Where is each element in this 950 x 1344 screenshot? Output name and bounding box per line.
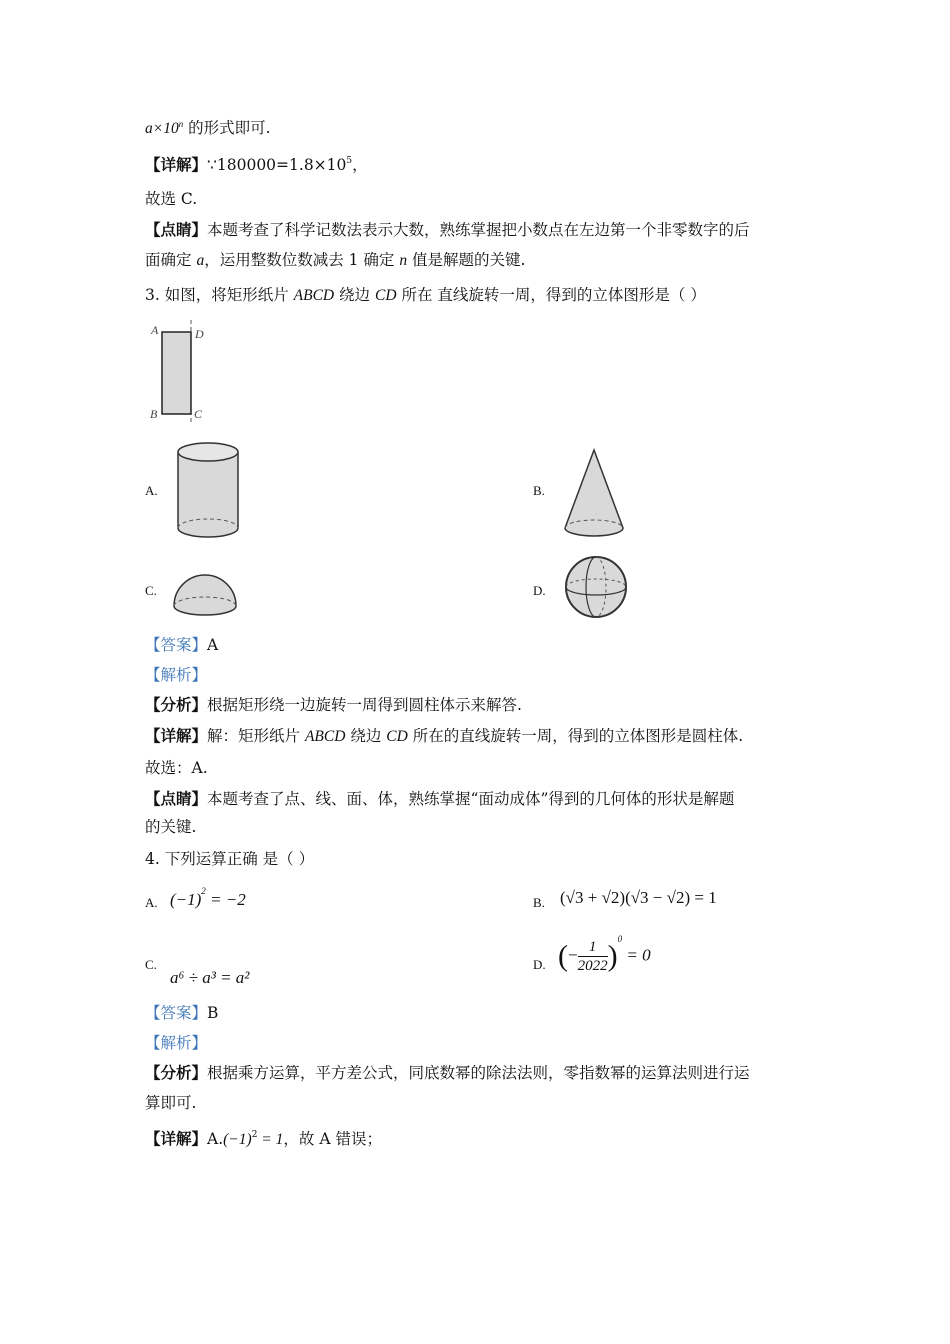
label-answer: 【答案】 xyxy=(145,636,208,654)
label-xiangjie: 【详解】 xyxy=(145,726,208,745)
label-xiangjie: 【详解】 xyxy=(145,155,208,174)
fig-label-d: D xyxy=(195,327,204,341)
variable: ABCD xyxy=(304,728,346,745)
option-a-label: A. xyxy=(145,895,158,910)
text-line xyxy=(145,1062,750,1084)
fig-label-b: B xyxy=(150,407,158,421)
text: 的形式即可. xyxy=(188,119,271,137)
text-line xyxy=(145,788,734,810)
exponent: n xyxy=(178,119,184,129)
exponent: 5 xyxy=(346,156,353,166)
text: 根据矩形绕一边旋转一周得到圆柱体示来解答. xyxy=(207,696,522,714)
option-d-expr: (− $\frac{1}{2022}$ )$^0$ = 0 xyxy=(558,934,651,974)
fig-label-a: A xyxy=(151,323,159,337)
text: 本题考查了点、线、面、体，熟练掌握“面动成体”得到的几何体的形状是解题 xyxy=(207,790,735,808)
text-line: 故选 C. xyxy=(145,190,198,208)
expr: = 0 xyxy=(622,945,651,965)
text-line xyxy=(145,154,368,176)
fig-label-c: C xyxy=(194,407,203,421)
exponent: 0 xyxy=(617,934,623,944)
text-line xyxy=(145,249,525,272)
text: ∵180000=1.8×10 xyxy=(207,156,347,174)
text-line xyxy=(145,1128,382,1151)
text: ，运用整数位数减去 1 确定 xyxy=(204,251,400,269)
text: 解：矩形纸片 xyxy=(207,727,305,745)
text: 值是解题的关键. xyxy=(407,251,526,269)
option-a-expr xyxy=(170,886,246,910)
hemisphere-shape xyxy=(172,574,238,620)
label-jiexi: 【解析】 xyxy=(145,666,208,684)
expr: (−1) xyxy=(170,890,202,909)
variable: ABCD xyxy=(293,287,335,304)
numerator: 1 xyxy=(578,938,608,957)
text: ，故 A 错误； xyxy=(283,1130,382,1148)
text: 3. 如图，将矩形纸片 xyxy=(145,286,294,304)
answer-4 xyxy=(145,1002,218,1024)
expr: = 1 xyxy=(257,1131,284,1148)
text: 面确定 xyxy=(145,251,197,269)
text: 所在的直线旋转一周，得到的立体图形是圆柱体. xyxy=(407,727,744,745)
rectangle-figure xyxy=(145,318,215,428)
text-line: 算即可. xyxy=(145,1094,197,1112)
question-3 xyxy=(145,284,706,307)
variable: CD xyxy=(374,287,397,304)
label-fenxi: 【分析】 xyxy=(145,1063,208,1082)
variable: CD xyxy=(386,728,408,745)
text: 绕边 xyxy=(345,727,387,745)
option-d-label: D. xyxy=(533,957,546,972)
label-dianjing: 【点睛】 xyxy=(145,789,208,808)
text-line: 故选：A. xyxy=(145,759,208,777)
expr: (−1) xyxy=(223,1131,252,1148)
text-line: 的关键. xyxy=(145,818,197,836)
label-dianjing: 【点睛】 xyxy=(145,220,208,239)
option-b-expr: (√3 + √2)(√3 − √2) = 1 xyxy=(560,888,717,907)
answer-value: A xyxy=(207,636,219,654)
text: 所在 直线旋转一周，得到的立体图形是（ ） xyxy=(396,286,706,304)
text-line xyxy=(145,117,271,140)
option-b-label: B. xyxy=(533,483,545,498)
label-answer: 【答案】 xyxy=(145,1004,208,1022)
expr: = −2 xyxy=(205,890,246,909)
text-line xyxy=(145,725,743,748)
answer-value: B xyxy=(207,1004,219,1022)
option-d-label: D. xyxy=(533,583,546,598)
text: 本题考查了科学记数法表示大数，熟练掌握把小数点在左边第一个非零数字的后 xyxy=(207,221,750,239)
cylinder-shape xyxy=(175,436,241,544)
option-c-expr: a⁶ ÷ a³ = a² xyxy=(170,968,250,987)
sphere-shape xyxy=(564,555,628,619)
denominator: 2022 xyxy=(577,958,608,974)
option-b-label: B. xyxy=(533,895,545,910)
option-c-label: C. xyxy=(145,583,157,598)
variable: n xyxy=(399,252,408,269)
option-c-label: C. xyxy=(145,957,157,972)
exponent: 2 xyxy=(251,1130,258,1140)
answer-3 xyxy=(145,634,218,656)
text-line xyxy=(145,694,522,716)
question-4: 4. 下列运算正确 是（ ） xyxy=(145,850,315,868)
text-line xyxy=(145,219,750,241)
exponent: 2 xyxy=(201,886,206,896)
option-a-label: A. xyxy=(145,483,158,498)
text: 绕边 xyxy=(334,286,375,304)
math-expr: a×10 xyxy=(145,120,179,137)
variable: a xyxy=(196,252,205,269)
label-xiangjie: 【详解】 xyxy=(145,1129,208,1148)
label-jiexi: 【解析】 xyxy=(145,1034,208,1052)
label-fenxi: 【分析】 xyxy=(145,695,208,714)
text: 根据乘方运算，平方差公式，同底数幂的除法法则，零指数幂的运算法则进行运 xyxy=(207,1064,750,1082)
text: ， xyxy=(352,156,368,174)
cone-shape xyxy=(562,448,626,540)
text: A. xyxy=(207,1130,224,1148)
